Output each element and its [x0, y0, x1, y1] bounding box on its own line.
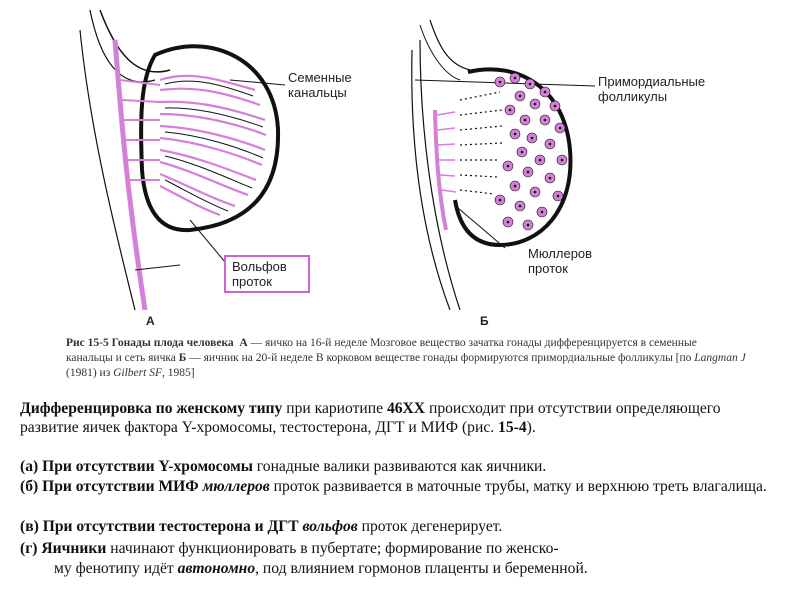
- caption-letter-b: Б: [178, 352, 187, 364]
- wolffian-duct-label-box: [224, 255, 310, 293]
- caption-title: Рис 15-5 Гонады плода человека: [66, 337, 234, 349]
- body-item-b: [20, 478, 775, 497]
- item-g-lead: Яичники: [41, 540, 107, 557]
- item-b-marker: (б): [20, 478, 39, 495]
- label-seminiferous-tubules: Семенные канальцы: [288, 70, 352, 100]
- label-primordial-follicles: Примордиальные фолликулы: [598, 74, 706, 104]
- intro-lead: Дифференцировка по женскому типу: [20, 400, 283, 417]
- caption-year-2: , 1985]: [161, 367, 195, 379]
- caption-year-1: (1981) из: [66, 367, 114, 379]
- item-v-marker: (в): [20, 518, 39, 535]
- figure-caption: [66, 336, 746, 381]
- body-item-g-line2: [20, 560, 794, 579]
- caption-author-1: Langman J: [694, 352, 746, 364]
- item-g-marker: (г): [20, 540, 38, 557]
- item-v-italic: вольфов: [302, 518, 358, 535]
- item-g-rest2: му фенотипу идёт: [54, 560, 178, 577]
- item-g-rest: начинают функционировать в пубертате; формирование по женско-: [106, 540, 559, 557]
- caption-text-a: — яичко на 16-й неделе Мозговое вещество зачатка гонады дифференцируется в семенные канальцы и сеть яичка: [66, 337, 697, 364]
- caption-letter-a: А: [239, 337, 248, 349]
- body-item-v: [20, 518, 775, 537]
- caption-text-b: — яичник на 20-й неделе В корковом веществе гонады формируются примордиальные фолликулы [по: [186, 352, 695, 364]
- body-item-a: [20, 458, 775, 477]
- item-a-lead: При отсутствии Y-хромосомы: [42, 458, 253, 475]
- item-b-rest: проток развивается в маточные трубы, матку и верхнюю треть влагалища.: [269, 478, 767, 495]
- item-b-lead: При отсутствии МИФ: [42, 478, 199, 495]
- item-g-rest3: , под влиянием гормонов плаценты и беременной.: [255, 560, 588, 577]
- panel-letter-a: А: [146, 314, 155, 328]
- body-item-g: [20, 540, 775, 559]
- item-v-lead: При отсутствии тестостерона и ДГТ: [42, 518, 299, 535]
- caption-author-2: Gilbert SF: [113, 367, 162, 379]
- label-wolffian-duct: Вольфов проток: [232, 259, 287, 289]
- intro-karyotype: 46XX: [386, 400, 426, 417]
- intro-end: ).: [526, 418, 536, 436]
- item-v-rest: проток дегенерирует.: [357, 518, 503, 535]
- panel-letter-b: Б: [480, 314, 489, 328]
- intro-rest: происходит при отсутствии определяющего развитие яичек фактора Y-хромосомы, тестостерона, ДГТ и МИФ (рис.: [20, 400, 721, 436]
- item-a-marker: (а): [20, 458, 39, 475]
- body-paragraph-intro: [20, 400, 775, 437]
- intro-figure-ref: 15-4: [498, 418, 527, 436]
- intro-mid: при кариотипе: [282, 400, 387, 417]
- label-mullerian-duct: Мюллеров проток: [528, 246, 593, 276]
- item-g-italic: автономно: [177, 560, 256, 577]
- item-b-italic: мюллеров: [202, 478, 270, 495]
- item-a-rest: гонадные валики развиваются как яичники.: [252, 458, 547, 475]
